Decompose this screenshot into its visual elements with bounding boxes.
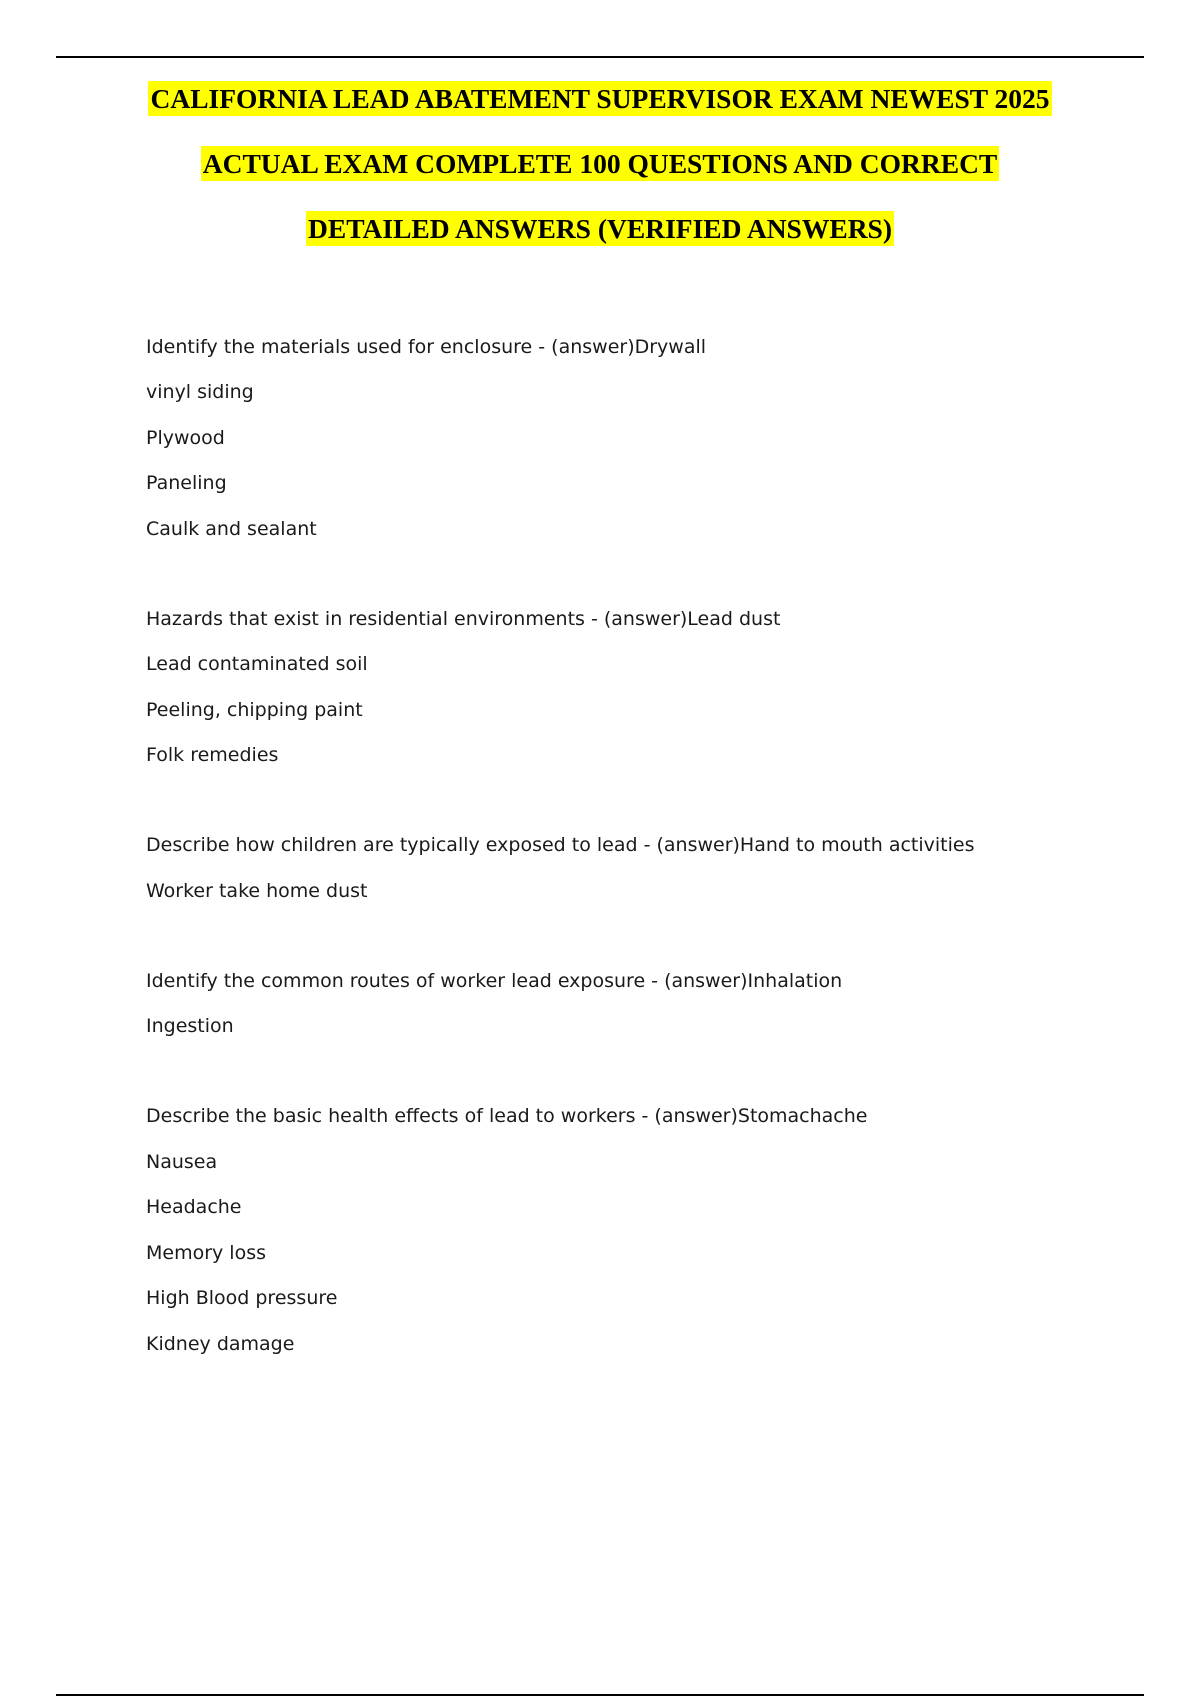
answer-line: Kidney damage xyxy=(146,1333,295,1355)
title-line-3: DETAILED ANSWERS (VERIFIED ANSWERS) xyxy=(308,213,892,244)
question-text: Identify the common routes of worker lead exposure - (answer)Inhalation xyxy=(146,970,843,992)
answer-line: Ingestion xyxy=(146,1015,234,1037)
title-line-1: CALIFORNIA LEAD ABATEMENT SUPERVISOR EXAM NEWEST 2025 xyxy=(150,83,1050,114)
answer-line: Plywood xyxy=(146,427,225,449)
document-title xyxy=(0,66,1200,261)
answer-line: Worker take home dust xyxy=(146,880,368,902)
question-text: Identify the materials used for enclosure - (answer)Drywall xyxy=(146,336,707,358)
question-text: Hazards that exist in residential environments - (answer)Lead dust xyxy=(146,608,781,630)
title-line-2: ACTUAL EXAM COMPLETE 100 QUESTIONS AND CORRECT xyxy=(202,148,998,179)
question-text: Describe how children are typically exposed to lead - (answer)Hand to mouth activities xyxy=(146,834,975,856)
answer-line: Folk remedies xyxy=(146,744,279,766)
answer-line: Memory loss xyxy=(146,1242,267,1264)
answer-line: Lead contaminated soil xyxy=(146,653,368,675)
answer-line: Paneling xyxy=(146,472,227,494)
top-rule xyxy=(56,56,1144,58)
question-text: Describe the basic health effects of lead to workers - (answer)Stomachache xyxy=(146,1105,868,1127)
answer-line: Nausea xyxy=(146,1151,218,1173)
bottom-rule xyxy=(56,1694,1144,1696)
answer-line: Caulk and sealant xyxy=(146,518,317,540)
answer-line: vinyl siding xyxy=(146,381,254,403)
answer-line: High Blood pressure xyxy=(146,1287,338,1309)
answer-line: Headache xyxy=(146,1196,242,1218)
answer-line: Peeling, chipping paint xyxy=(146,699,363,721)
